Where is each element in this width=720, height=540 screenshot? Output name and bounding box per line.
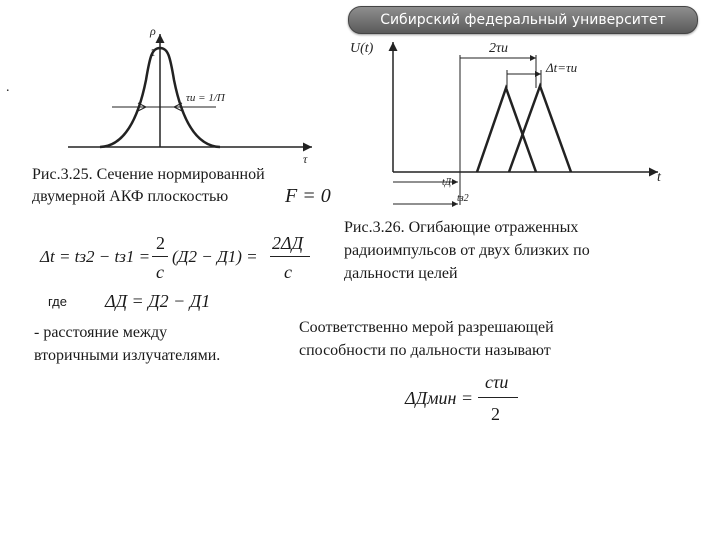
fig-326-caption-line2: радиоимпульсов от двух близких по xyxy=(344,242,590,259)
formula-delta-t-lhs: Δt = tз2 − tз1 = xyxy=(40,247,151,266)
formula-delta-d: ΔД = Д2 − Д1 xyxy=(105,291,211,311)
desc-line2: вторичными излучателями. xyxy=(34,347,221,364)
university-title: Сибирский федеральный университет xyxy=(380,12,666,28)
formula-frac2-num: 2ΔД xyxy=(272,233,304,253)
formula-dmin-den: 2 xyxy=(491,404,500,424)
resolution-line2: способности по дальности называют xyxy=(299,342,551,359)
fig-326-pulse-2 xyxy=(509,86,571,172)
formula-f-zero: F = 0 xyxy=(285,185,331,207)
fig-325-y-label: ρ xyxy=(150,24,156,38)
fig-325-x-label: τ xyxy=(303,152,308,166)
formula-frac2-den: c xyxy=(284,262,292,282)
fig-326-x-label: t xyxy=(657,170,661,185)
fig-325-caption-line2: двумерной АКФ плоскостью xyxy=(32,188,229,205)
fig-326-two-tau-label: 2τи xyxy=(489,41,509,56)
label-gde: где xyxy=(48,294,67,309)
fig-326-caption-line1: Рис.3.26. Огибающие отраженных xyxy=(344,219,579,236)
fig-326-tz2-label: tз2 xyxy=(457,193,469,204)
fig-326-delta-label: Δt=τи xyxy=(546,60,578,75)
fig-326-y-label: U(t) xyxy=(350,41,374,56)
formula-dmin-lhs: ΔДмин = xyxy=(405,388,474,408)
formula-dmin-bar xyxy=(478,397,518,398)
fig-326-pulses-plot xyxy=(0,0,720,215)
resolution-line1: Соответственно мерой разрешающей xyxy=(299,319,554,336)
fig-326-caption-line3: дальности целей xyxy=(344,265,458,282)
formula-frac1-bar xyxy=(152,256,168,257)
formula-dmin-num: cτи xyxy=(485,372,509,392)
fig-326-td-label: tД xyxy=(442,177,452,188)
fig-325-width-label: τи = 1/П xyxy=(186,92,225,104)
fig-325-caption-line1: Рис.3.25. Сечение нормированной xyxy=(32,166,265,183)
slide-marker: . xyxy=(6,80,10,95)
formula-frac1-den: c xyxy=(156,262,164,282)
formula-mid: (Д2 − Д1) = xyxy=(172,247,258,266)
fig-325-y-tick: 1 xyxy=(150,47,156,59)
desc-line1: - расстояние между xyxy=(34,324,168,341)
formula-frac2-bar xyxy=(270,256,310,257)
formula-frac1-num: 2 xyxy=(156,233,165,253)
fig-326-pulse-1 xyxy=(477,88,536,172)
